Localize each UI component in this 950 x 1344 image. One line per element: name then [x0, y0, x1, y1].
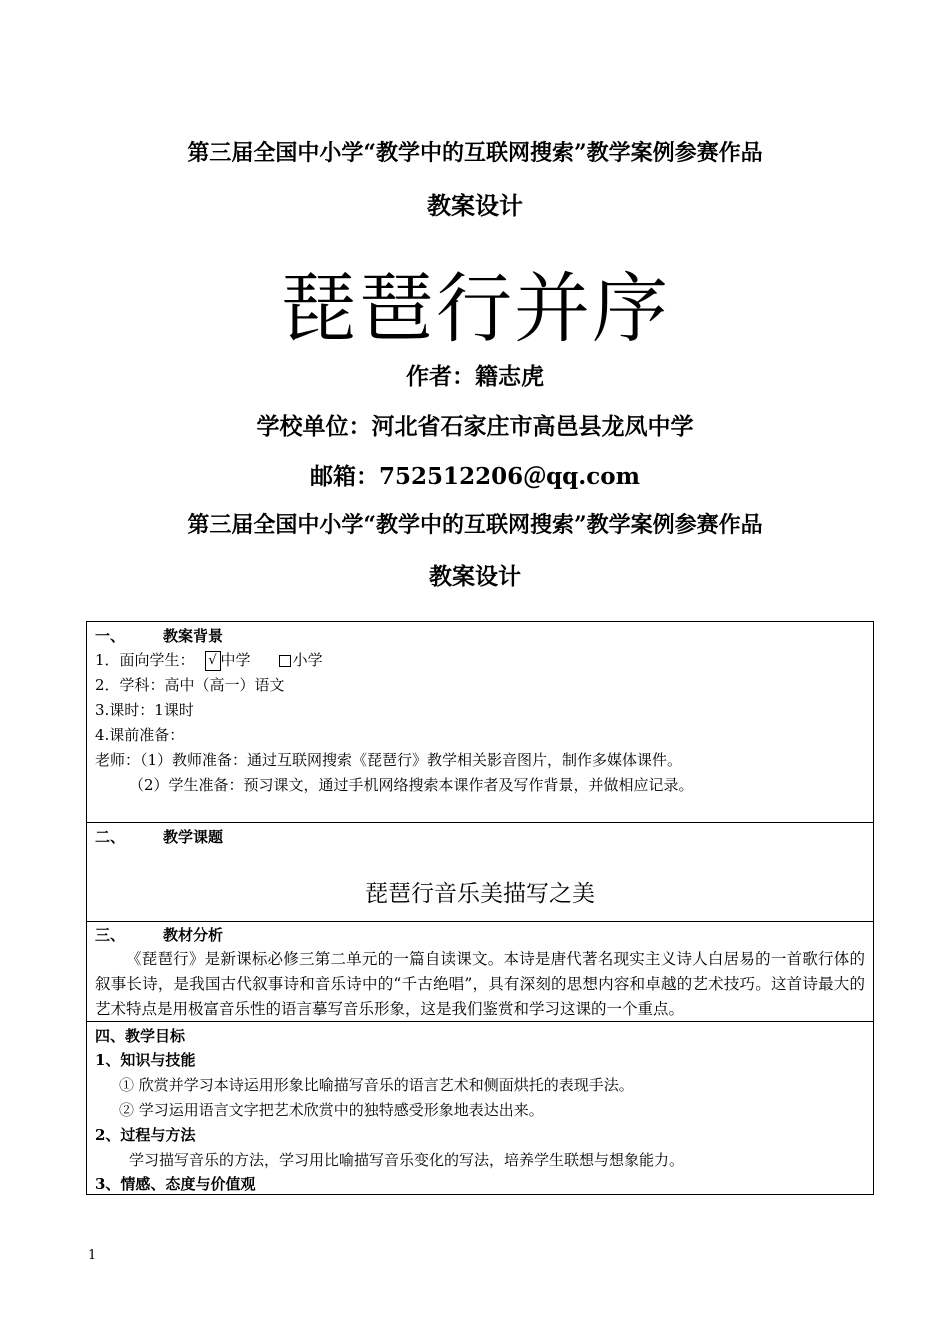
- subject-line: 2．学科：高中（高一）语文: [95, 676, 285, 694]
- section-topic: [87, 823, 873, 922]
- section-objectives: [87, 1022, 873, 1194]
- class-hours-line: 3.课时：1课时: [95, 701, 194, 719]
- subsection-attitude: 3、情感、态度与价值观: [95, 1175, 256, 1193]
- lesson-plan-subtitle-repeat: 教案设计: [429, 563, 521, 590]
- objective-item: ① 欣赏并学习本诗运用形象比喻描写音乐的语言艺术和侧面烘托的表现手法。: [119, 1076, 634, 1094]
- section-title: 四、教学目标: [95, 1027, 186, 1045]
- school-line: 学校单位：河北省石家庄市高邑县龙凤中学: [256, 413, 694, 440]
- contest-title-repeat: 第三届全国中小学“教学中的互联网搜索”教学案例参赛作品: [187, 512, 763, 538]
- section-title: 教材分析: [163, 926, 224, 944]
- email-line: 邮箱：752512206＠qq.com: [310, 463, 640, 490]
- student-type-label: 1．面向学生：: [95, 651, 195, 669]
- page-number: 1: [88, 1248, 97, 1263]
- section-number: 二、: [95, 828, 126, 846]
- checkbox-primary-school[interactable]: [279, 655, 291, 667]
- section-title: 教案背景: [163, 627, 224, 645]
- lesson-plan-table: [86, 621, 874, 1195]
- subsection-process: 2、过程与方法: [95, 1126, 196, 1144]
- section-heading: [95, 624, 865, 648]
- section-number: 一、: [95, 627, 126, 645]
- main-title: 琵琶行并序: [280, 264, 670, 353]
- objective-item: ② 学习运用语言文字把艺术欣赏中的独特感受形象地表达出来。: [119, 1101, 544, 1119]
- section-material-analysis: [87, 922, 873, 1022]
- subsection-knowledge: 1、知识与技能: [95, 1051, 196, 1069]
- section-number: 三、: [95, 926, 126, 944]
- section-heading: [95, 923, 865, 947]
- option-primary-school: 小学: [292, 651, 323, 669]
- contest-title: 第三届全国中小学“教学中的互联网搜索”教学案例参赛作品: [187, 140, 763, 166]
- student-type-line: [95, 648, 865, 672]
- lesson-plan-subtitle: 教案设计: [427, 191, 523, 220]
- section-background: [87, 622, 873, 823]
- objective-item: 学习描写音乐的方法，学习用比喻描写音乐变化的写法，培养学生联想与想象能力。: [129, 1151, 685, 1169]
- preparation-line: 4.课前准备：: [95, 726, 185, 744]
- author-line: 作者：籍志虎: [406, 363, 544, 390]
- section-title: 教学课题: [163, 828, 224, 846]
- analysis-paragraph: 《琵琶行》是新课标必修三第二单元的一篇自读课文。本诗是唐代著名现实主义诗人白居易的一首歌行体的叙事长诗，是我国古代叙事诗和音乐诗中的“千古绝唱”，具有深刻的思想内容和卓越的艺术技巧。这首诗最大的艺术特点是用极富音乐性的语言摹写音乐形象，这是我们鉴赏和学习这课的一个重点。: [95, 950, 865, 1018]
- teacher-prep-line: 老师：（1）教师准备：通过互联网搜索《琵琶行》教学相关影音图片，制作多媒体课件。: [95, 751, 683, 769]
- student-prep-line: （2）学生准备：预习课文，通过手机网络搜索本课作者及写作背景，并做相应记录。: [129, 776, 694, 794]
- option-middle-school: 中学: [220, 651, 251, 669]
- checkbox-middle-school[interactable]: √: [205, 651, 221, 671]
- lesson-topic: 琵琶行音乐美描写之美: [365, 881, 595, 907]
- section-heading: [95, 825, 865, 849]
